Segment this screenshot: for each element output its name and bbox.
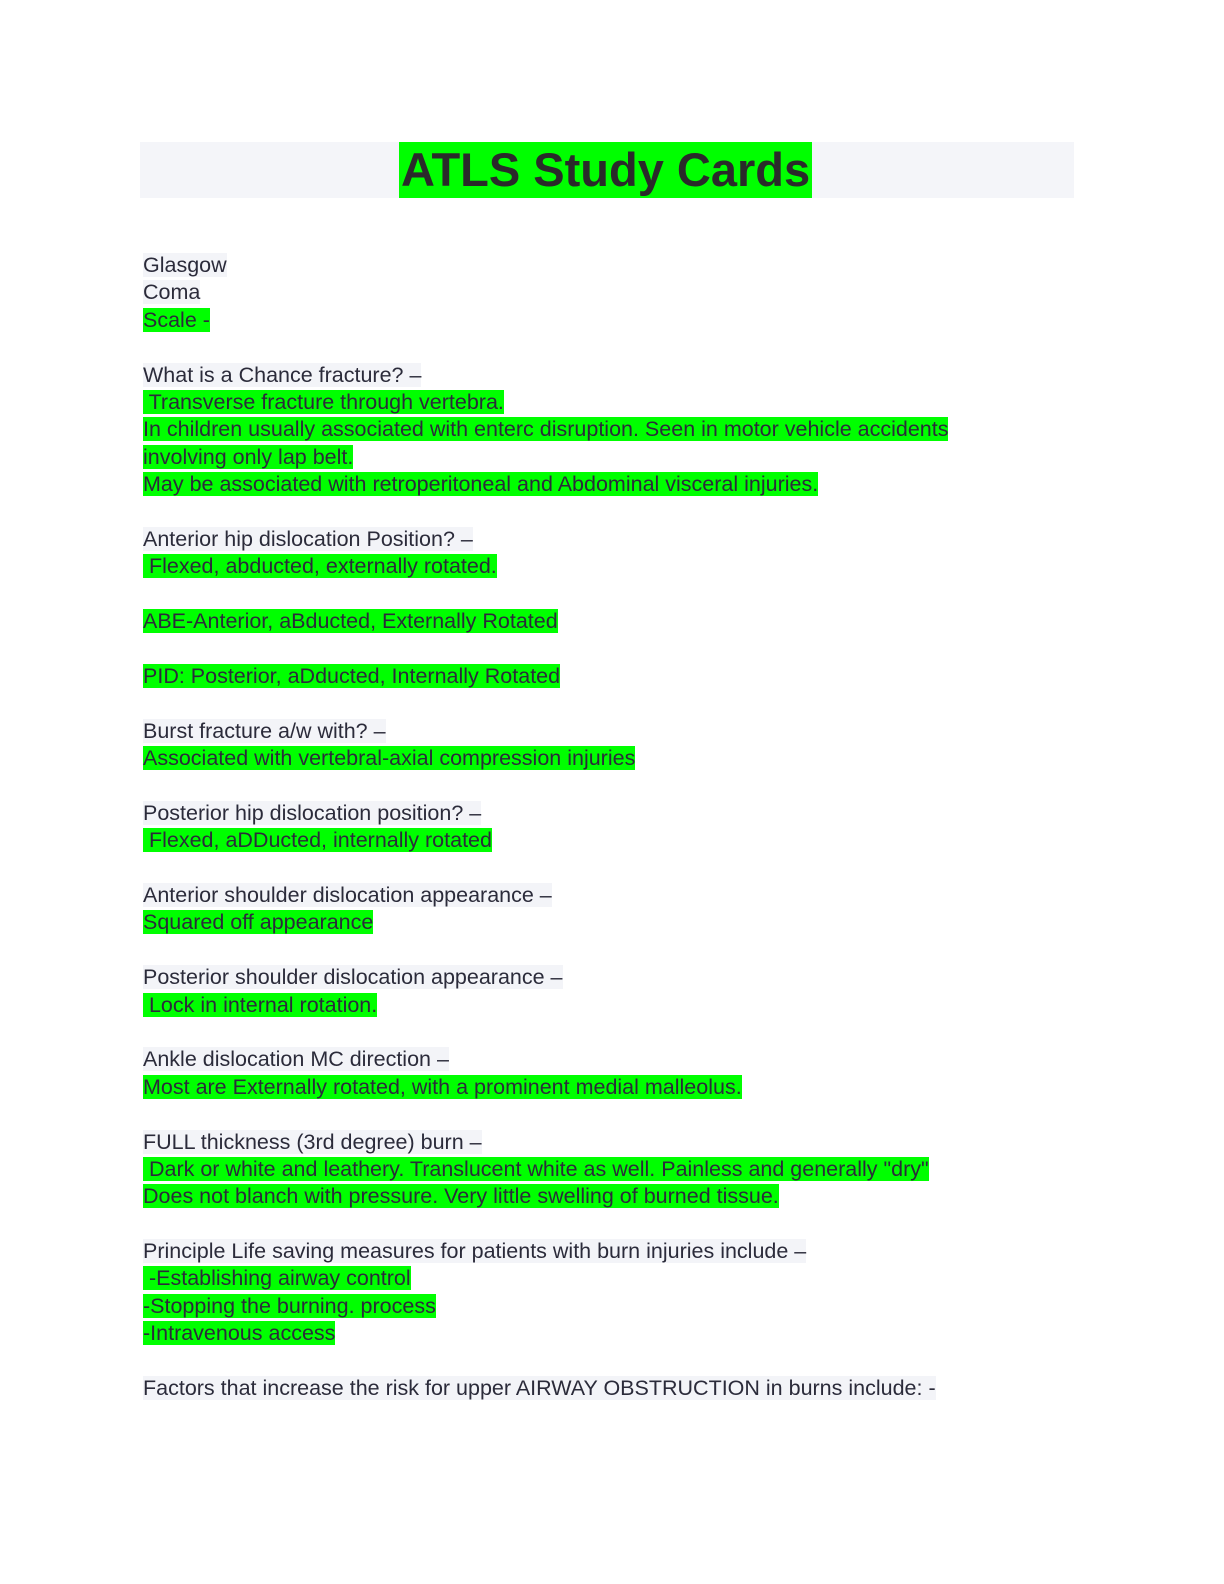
card-chance-fracture: [143, 362, 1063, 499]
answer-text: Flexed, aDDucted, internally rotated: [143, 828, 492, 853]
question-text: Factors that increase the risk for upper AIRWAY OBSTRUCTION in burns include: -: [143, 1376, 936, 1401]
document-title: ATLS Study Cards: [401, 143, 811, 196]
answer-text: Squared off appearance: [143, 910, 374, 935]
question-text: Posterior shoulder dislocation appearance –: [143, 965, 563, 990]
question-text: Coma: [143, 280, 201, 305]
answer-text: -Intravenous access: [143, 1321, 336, 1346]
answer-text: Scale -: [143, 307, 210, 332]
question-text: Ankle dislocation MC direction –: [143, 1047, 449, 1072]
card-burst-fracture: [143, 718, 1063, 773]
answer-text: Associated with vertebral-axial compression injuries: [143, 746, 636, 771]
question-text: What is a Chance fracture? –: [143, 362, 422, 387]
answer-text: PID: Posterior, aDducted, Internally Rotated: [143, 663, 561, 688]
answer-text: Transverse fracture through vertebra.: [143, 389, 504, 414]
answer-text: involving only lap belt.: [143, 444, 354, 469]
question-text: Glasgow: [143, 253, 227, 277]
card-full-thickness-burn: [143, 1129, 1063, 1211]
answer-text: Flexed, abducted, externally rotated.: [143, 554, 497, 579]
question-text: Burst fracture a/w with? –: [143, 718, 386, 743]
card-lifesaving-measures: [143, 1238, 1063, 1348]
card-posterior-shoulder: [143, 964, 1063, 1019]
question-text: Anterior hip dislocation Position? –: [143, 526, 473, 551]
document-body: [143, 252, 1063, 1402]
card-ankle-dislocation: [143, 1046, 1063, 1101]
card-anterior-shoulder: [143, 882, 1063, 937]
answer-text: In children usually associated with enterc disruption. Seen in motor vehicle accidents: [143, 417, 949, 442]
card-posterior-hip: [143, 800, 1063, 855]
answer-text: Lock in internal rotation.: [143, 992, 378, 1017]
answer-text: Dark or white and leathery. Translucent white as well. Painless and generally "dry": [143, 1156, 929, 1181]
answer-text: -Establishing airway control: [143, 1266, 411, 1291]
card-anterior-hip: [143, 526, 1063, 690]
question-text: Principle Life saving measures for patients with burn injuries include –: [143, 1239, 807, 1264]
answer-text: May be associated with retroperitoneal and Abdominal visceral injuries.: [143, 472, 819, 497]
question-text: Anterior shoulder dislocation appearance –: [143, 882, 552, 907]
answer-text: Most are Externally rotated, with a prominent medial malleolus.: [143, 1074, 742, 1099]
card-airway-obstruction: [143, 1375, 1063, 1402]
answer-text: -Stopping the burning. process: [143, 1293, 436, 1318]
card-glasgow: [143, 252, 1063, 334]
question-text: FULL thickness (3rd degree) burn –: [143, 1129, 482, 1154]
answer-text: ABE-Anterior, aBducted, Externally Rotated: [143, 609, 558, 634]
question-text: Posterior hip dislocation position? –: [143, 800, 482, 825]
answer-text: Does not blanch with pressure. Very little swelling of burned tissue.: [143, 1184, 779, 1209]
